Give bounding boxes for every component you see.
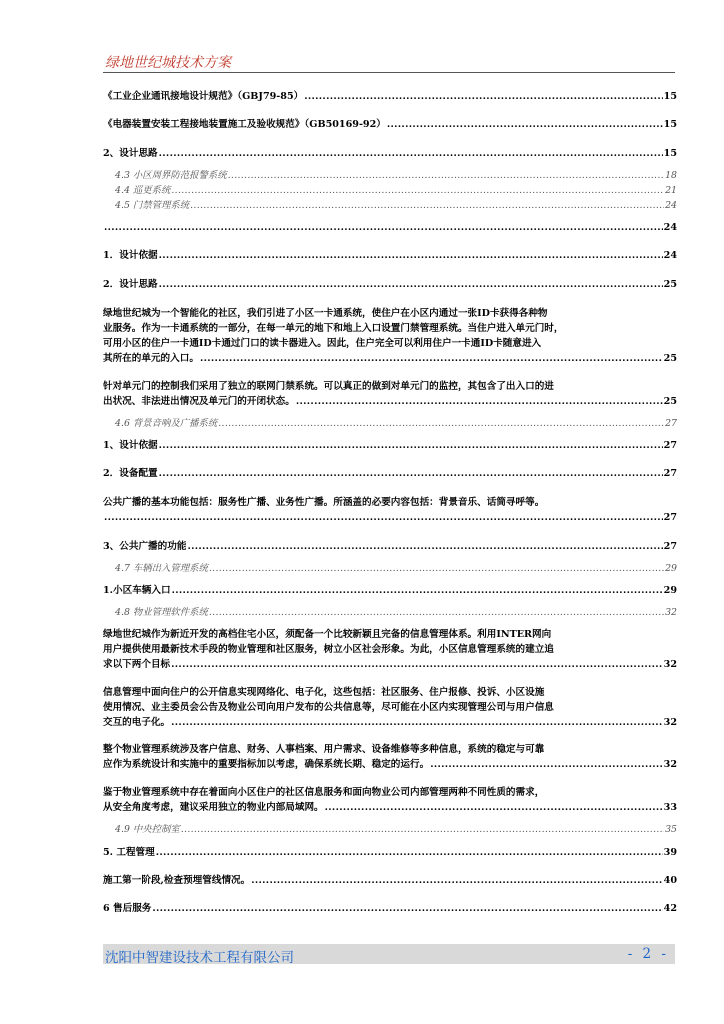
dot-leader (159, 438, 663, 453)
toc-entry-line (103, 510, 677, 525)
toc-page-number: 27 (663, 541, 677, 552)
dot-leader (325, 800, 663, 815)
toc-page-number: 27 (665, 418, 677, 429)
toc-entry-line (103, 117, 677, 132)
toc-entry-text: 出状况、非法进出情况及单元门的开闭状态。 (103, 396, 295, 407)
toc-entry-line (103, 277, 677, 292)
toc-subentry[interactable] (115, 605, 677, 620)
toc-entry-text: 2．设计思路 (103, 279, 158, 290)
dot-leader (296, 394, 663, 409)
dot-leader (156, 845, 663, 860)
toc-entry-text: 1.小区车辆入口 (103, 585, 171, 596)
toc-subentry[interactable] (115, 198, 677, 213)
toc-entry-line (103, 757, 677, 772)
toc-page-number: 24 (665, 200, 677, 211)
toc-entry-line (103, 466, 677, 481)
toc-page-number: 32 (663, 717, 677, 728)
toc-entry[interactable] (103, 845, 677, 860)
toc-entry[interactable] (103, 901, 677, 916)
toc-page-number: 24 (663, 250, 677, 261)
toc-entry[interactable] (103, 438, 677, 453)
toc-page-number: 29 (663, 585, 677, 596)
toc-entry-line (103, 438, 677, 453)
toc-entry-text: 1．设计依据 (103, 250, 158, 261)
toc-entry[interactable] (103, 146, 677, 161)
toc-page-number: 21 (665, 185, 677, 196)
toc-entry-line (103, 89, 677, 104)
dot-leader (251, 873, 662, 888)
toc-subentry[interactable] (115, 168, 677, 183)
toc-entry[interactable] (103, 277, 677, 292)
toc-entry-line (103, 873, 677, 888)
dot-leader (209, 605, 664, 620)
toc-entry-text: 绿地世纪城作为新近开发的高档住宅小区，须配备一个比较新颖且完备的信息管理体系。利用INTER网向 (103, 629, 552, 640)
toc-entry-text: 施工第一阶段,检查预埋管线情况。 (103, 875, 251, 886)
toc-subentry[interactable] (115, 416, 677, 431)
dot-leader (200, 351, 663, 366)
toc-entry-text: 整个物业管理系统涉及客户信息、财务、人事档案、用户需求、设备维修等多种信息，系统的稳定与可靠 (103, 744, 545, 755)
dot-leader (159, 248, 663, 263)
toc-page-number: 32 (663, 759, 677, 770)
toc-entry-text: 4.9 中央控制室 (115, 824, 180, 835)
toc-entry-line (115, 822, 677, 837)
toc-entry-line (115, 168, 677, 183)
toc-entry[interactable] (103, 306, 677, 366)
toc-entry-text: 《工业企业通讯接地设计规范》（GBJ79-85） (103, 91, 304, 102)
toc-entry-text: 5. 工程管理 (103, 847, 155, 858)
dot-leader (218, 416, 664, 431)
toc-entry-line (103, 146, 677, 161)
footer-company: 沈阳中智建设技术工程有限公司 (105, 950, 294, 966)
toc-entry-text: 4.7 车辆出入管理系统 (115, 563, 208, 574)
dot-leader (159, 277, 663, 292)
toc-entry-line (115, 416, 677, 431)
toc-entry-text: 应作为系统设计和实施中的重要指标加以考虑，确保系统长期、稳定的运行。 (103, 759, 430, 770)
dot-leader (209, 561, 664, 576)
header-title: 绿地世纪城技术方案 (105, 55, 231, 71)
toc-entry-text: 绿地世纪城为一个智能化的社区，我们引进了小区一卡通系统，使住户在小区内通过一张ID卡获得各种物 (103, 308, 548, 319)
dot-leader (228, 168, 664, 183)
toc-page-number: 24 (663, 222, 677, 233)
toc-entry-line (103, 715, 677, 730)
toc-page-number: 15 (663, 119, 677, 130)
toc-entry-line (103, 845, 677, 860)
dot-leader (190, 198, 664, 213)
toc-entry-line (103, 539, 677, 554)
toc-entry-line (103, 351, 677, 366)
toc-entry-line (103, 800, 677, 815)
toc-page-number: 27 (663, 468, 677, 479)
toc-entry-text: 4.3 小区周界防范报警系统 (115, 170, 227, 181)
toc-entry[interactable] (103, 248, 677, 263)
toc-entry-line (115, 561, 677, 576)
dot-leader (171, 183, 664, 198)
toc-entry-text: 鉴于物业管理系统中存在着面向小区住户的社区信息服务和面向物业公司内部管理两种不同性质的需求， (103, 787, 545, 798)
page-number: - 2 - (627, 946, 669, 962)
toc-entry-text: 其所在的单元的入口。 (103, 353, 199, 364)
toc-entry-text: 公共广播的基本功能包括：服务性广播、业务性广播。所涵盖的必要内容包括：背景音乐、话筒寻呼等。 (103, 497, 545, 508)
toc-subentry[interactable] (115, 183, 677, 198)
toc-entry-text: 4.8 物业管理软件系统 (115, 607, 208, 618)
toc-entry-text: 4.5 门禁管理系统 (115, 200, 190, 211)
toc-entry-text: 2．设备配置 (103, 468, 158, 479)
toc-page-number: 15 (663, 148, 677, 159)
dot-leader (181, 822, 664, 837)
toc-entry-line (103, 248, 677, 263)
toc-page-number: 29 (665, 563, 677, 574)
toc-entry[interactable] (103, 220, 677, 235)
toc-page-number: 18 (665, 170, 677, 181)
dot-leader (187, 539, 662, 554)
toc-page-number: 25 (663, 279, 677, 290)
toc-entry-line (103, 901, 677, 916)
dot-leader (171, 715, 662, 730)
toc-entry[interactable] (103, 785, 677, 815)
toc-entry-text: 求以下两个目标 (103, 659, 171, 670)
toc-entry-line (103, 583, 677, 598)
toc-entry-text: 针对单元门的控制我们采用了独立的联网门禁系统。可以真正的做到对单元门的监控，其包含了出入口的进 (103, 381, 554, 392)
toc-page-number: 15 (663, 91, 677, 102)
toc-page-number: 32 (665, 607, 677, 618)
toc-page-number: 33 (663, 802, 677, 813)
toc-entry-text: 1、设计依据 (103, 440, 158, 451)
toc-subentry[interactable] (115, 561, 677, 576)
toc-entry-text: 业服务。作为一卡通系统的一部分，在每一单元的地下和地上入口设置门禁管理系统。当住户进入单元门时， (103, 323, 564, 334)
toc-page-number: 42 (663, 903, 677, 914)
toc-page-number: 27 (663, 512, 677, 523)
toc-entry-line (103, 220, 677, 235)
toc-entry-text: 6 售后服务 (103, 903, 152, 914)
dot-leader (430, 757, 662, 772)
toc-entry[interactable] (103, 539, 677, 554)
toc-entry-text: 4.6 背景音响及广播系统 (115, 418, 218, 429)
toc-entry-line (103, 394, 677, 409)
dot-leader (171, 657, 662, 672)
toc-entry-text: 3、公共广播的功能 (103, 541, 187, 552)
toc-entry-text: 使用情况、业主委员会公告及物业公司向用户发布的公共信息等，尽可能在小区内实现管理公司与用户信息 (103, 702, 554, 713)
toc-entry-text: 交互的电子化。 (103, 717, 171, 728)
dot-leader (104, 220, 663, 235)
toc-entry[interactable] (103, 495, 677, 525)
toc-entry-line (115, 198, 677, 213)
toc-entry[interactable] (103, 583, 677, 598)
toc-entry[interactable] (103, 117, 677, 132)
toc-entry-text: 可用小区的住户一卡通ID卡通过门口的读卡器进入。因此，住户完全可以利用住户一卡通ID卡随意进入 (103, 338, 542, 349)
toc-entry-text: 4.4 巡更系统 (115, 185, 171, 196)
toc-page-number: 27 (663, 440, 677, 451)
dot-leader (104, 510, 663, 525)
toc-page-number: 39 (663, 847, 677, 858)
toc-page-number: 40 (663, 875, 677, 886)
toc-page-number: 32 (663, 659, 677, 670)
dot-leader (387, 117, 663, 132)
toc-entry-text: 《电器装置安装工程接地装置施工及验收规范》（GB50169-92） (103, 119, 386, 130)
toc-entry[interactable] (103, 466, 677, 481)
dot-leader (172, 583, 663, 598)
toc-page-number: 35 (665, 824, 677, 835)
toc-entry-text: 用户提供使用最新技术手段的物业管理和社区服务，树立小区社会形象。为此，小区信息管理系统的建立追 (103, 644, 554, 655)
toc-entry-line (103, 657, 677, 672)
header-rule (103, 72, 675, 73)
dot-leader (304, 89, 662, 104)
toc-entry-line (115, 605, 677, 620)
toc-entry-line (115, 183, 677, 198)
toc-entry[interactable] (103, 742, 677, 772)
dot-leader (159, 466, 663, 481)
dot-leader (152, 901, 662, 916)
toc-entry[interactable] (103, 89, 677, 104)
toc-entry[interactable] (103, 379, 677, 409)
toc-entry-text: 从安全角度考虑，建议采用独立的物业内部局域网。 (103, 802, 324, 813)
toc-entry[interactable] (103, 627, 677, 672)
toc-entry[interactable] (103, 873, 677, 888)
toc-subentry[interactable] (115, 822, 677, 837)
toc-page-number: 25 (663, 353, 677, 364)
toc-entry-text: 信息管理中面向住户的公开信息实现网络化、电子化，这些包括：社区服务、住户报修、投诉、小区设施 (103, 687, 545, 698)
toc-page-number: 25 (663, 396, 677, 407)
toc-entry[interactable] (103, 685, 677, 730)
toc-entry-text: 2、设计思路 (103, 148, 158, 159)
dot-leader (159, 146, 663, 161)
